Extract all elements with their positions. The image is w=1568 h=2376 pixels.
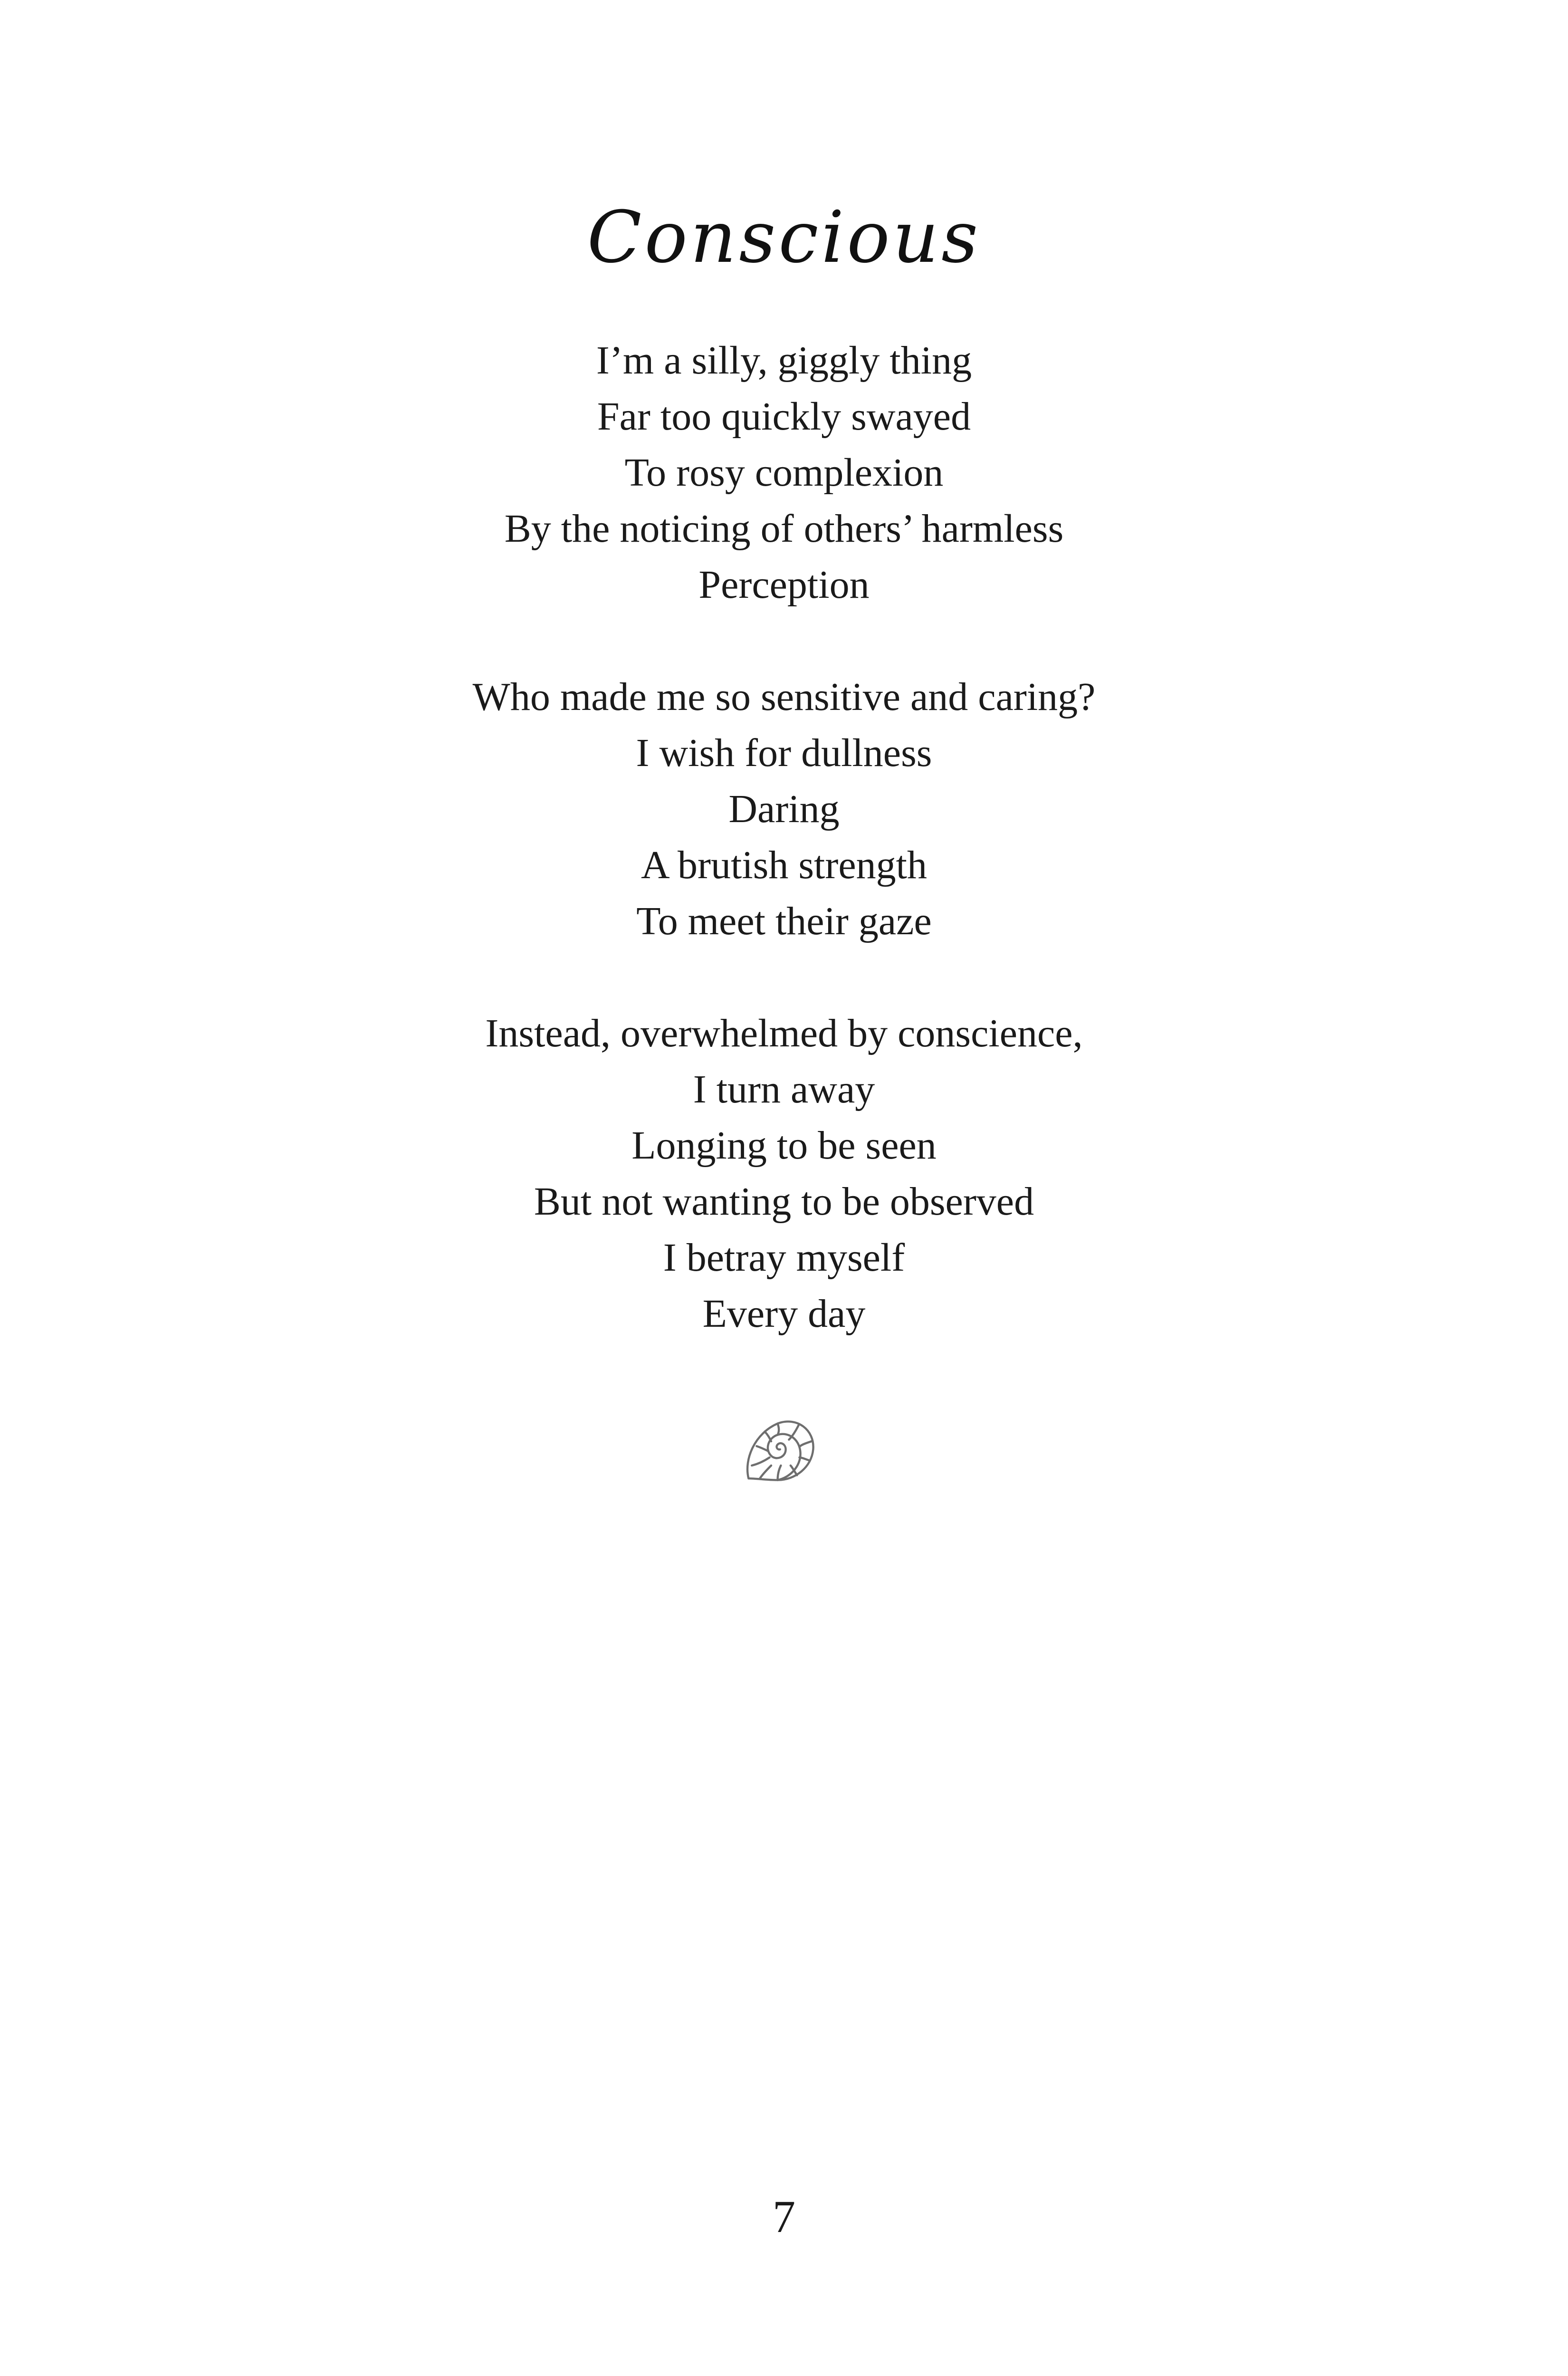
poem-line: To rosy complexion xyxy=(624,450,944,495)
poem-line: Every day xyxy=(702,1292,866,1336)
poem-line: I’m a silly, giggly thing xyxy=(596,338,972,383)
poem-line: Longing to be seen xyxy=(631,1123,937,1168)
poem-line: I wish for dullness xyxy=(636,731,932,775)
poem-line: I betray myself xyxy=(663,1236,905,1280)
poem-line: To meet their gaze xyxy=(636,899,932,943)
poem-line: Daring xyxy=(728,787,840,831)
poem-line: Perception xyxy=(698,563,870,607)
stanza-3 xyxy=(0,1006,1568,1342)
poem-line: Far too quickly swayed xyxy=(597,394,971,439)
poem-line: A brutish strength xyxy=(641,843,927,887)
stanza-2 xyxy=(0,669,1568,949)
poem-title: Conscious xyxy=(587,196,981,279)
stanza-1 xyxy=(0,333,1568,613)
poem-line: But not wanting to be observed xyxy=(534,1179,1034,1224)
nautilus-shell-icon xyxy=(739,1409,820,1490)
poem-line: I turn away xyxy=(693,1067,875,1111)
poem-body xyxy=(0,333,1568,1398)
page-number: 7 xyxy=(773,2191,795,2242)
poem-line: Instead, overwhelmed by conscience, xyxy=(485,1011,1083,1055)
poem-line: Who made me so sensitive and caring? xyxy=(472,675,1096,719)
poem-line: By the noticing of others’ harmless xyxy=(504,507,1064,551)
